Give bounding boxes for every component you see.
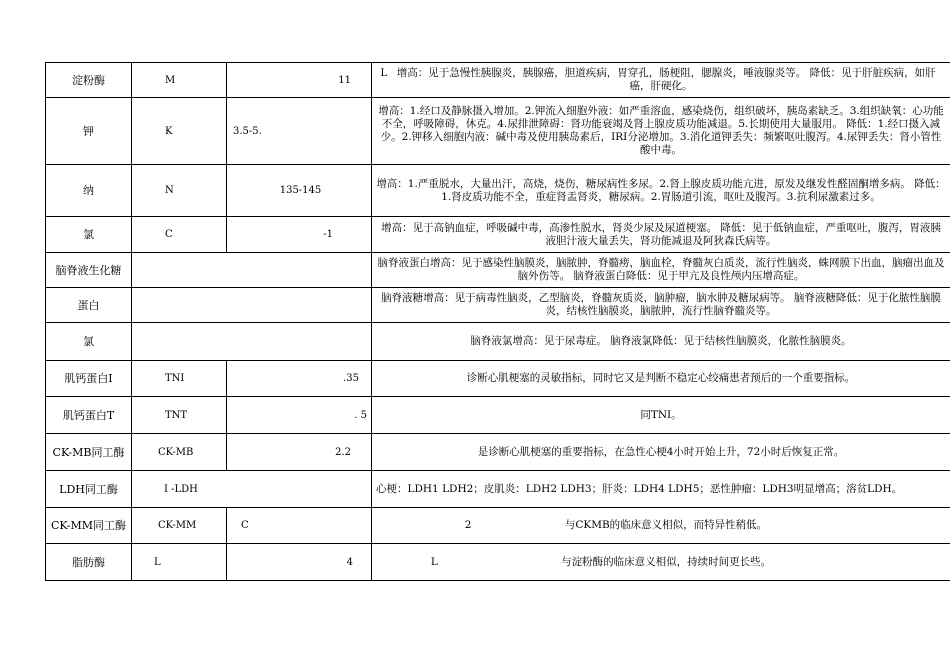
lab-reference-table bbox=[45, 62, 950, 584]
test-abbreviation bbox=[132, 253, 227, 288]
table-row bbox=[46, 63, 950, 98]
test-abbreviation: L bbox=[132, 544, 227, 581]
test-abbreviation: TNT bbox=[132, 397, 227, 434]
test-name: LDH同工酶 bbox=[46, 471, 132, 508]
reference-range bbox=[227, 323, 372, 361]
test-name: CK-MM同工酶 bbox=[46, 508, 132, 544]
table-row bbox=[46, 397, 950, 434]
test-name: 肌钙蛋白I bbox=[46, 361, 132, 397]
reference-range bbox=[227, 288, 372, 323]
clinical-significance: 增高：见于高钠血症，呼吸碱中毒，高渗性脱水，肾炎少尿及尿道梗塞。 降低：见于低钠血症，严重呕吐，腹泻，胃液胰液胆汁液大量丢失，肾功能减退及阿狄森氏病等。 bbox=[372, 217, 950, 253]
table-row bbox=[46, 508, 950, 544]
reference-range: 2.2 bbox=[227, 434, 372, 471]
clinical-significance: 是诊断心肌梗塞的重要指标，在急性心梗4小时开始上升，72小时后恢复正常。 bbox=[372, 434, 950, 471]
reference-range: . 5 bbox=[227, 397, 372, 434]
test-abbreviation: C bbox=[132, 217, 227, 253]
test-name: 肌钙蛋白T bbox=[46, 397, 132, 434]
clinical-significance: 心梗：LDH1 LDH2；皮肌炎：LDH2 LDH3；肝炎：LDH4 LDH5；恶性肿瘤：LDH3明显增高；溶贫LDH。 bbox=[372, 471, 950, 508]
table-row bbox=[46, 323, 950, 361]
test-name: 蛋白 bbox=[46, 288, 132, 323]
reference-range: 3.5-5. bbox=[227, 98, 372, 165]
test-abbreviation: CK-MM bbox=[132, 508, 227, 544]
prefix-mark: 2 bbox=[464, 519, 472, 531]
clinical-significance: 脑脊液糖增高：见于病毒性脑炎，乙型脑炎，脊髓灰质炎，脑肿瘤，脑水肿及糖尿病等。 脑脊液糖降低：见于化脓性脑膜炎，结核性脑膜炎，脑脓肿，流行性脑脊髓炎等。 bbox=[372, 288, 950, 323]
prefix-mark: L bbox=[430, 555, 438, 568]
reference-range: 4 bbox=[227, 544, 372, 581]
reference-range: 135-145 bbox=[227, 165, 372, 217]
test-name: 氯 bbox=[46, 217, 132, 253]
clinical-significance: 脑脊液蛋白增高：见于感染性脑膜炎，脑脓肿，脊髓痨，脑血栓，脊髓灰白质炎，流行性脑炎，蛛网膜下出血，脑瘤出血及脑外伤等。 脑脊液蛋白降低：见于甲亢及良性颅内压增高症。 bbox=[372, 253, 950, 288]
table-row bbox=[46, 288, 950, 323]
test-name: 氯 bbox=[46, 323, 132, 361]
test-abbreviation: K bbox=[132, 98, 227, 165]
reference-range: -1 bbox=[227, 217, 372, 253]
test-abbreviation: N bbox=[132, 165, 227, 217]
test-name: 钾 bbox=[46, 98, 132, 165]
prefix-mark: L bbox=[380, 67, 388, 79]
description-text: 与淀粉酶的临床意义相似，持续时间更长些。 bbox=[561, 555, 772, 568]
test-abbreviation bbox=[132, 288, 227, 323]
reference-range: .35 bbox=[227, 361, 372, 397]
table-row bbox=[46, 98, 950, 165]
clinical-significance: 诊断心肌梗塞的灵敏指标，同时它又是判断不稳定心绞痛患者预后的一个重要指标。 bbox=[372, 361, 950, 397]
description-text: 增高：见于急慢性胰腺炎，胰腺癌，胆道疾病，胃穿孔，肠梗阻，腮腺炎，唾液腺炎等。 降低：见于肝脏疾病，如肝癌，肝硬化。 bbox=[396, 67, 936, 92]
table-row bbox=[46, 471, 950, 508]
test-name: 脑脊液生化糖 bbox=[46, 253, 132, 288]
clinical-significance: 增高：1.经口及静脉摄入增加。2.钾流入细胞外液：如严重溶血，感染烧伤，组织破坏，胰岛素缺乏。3.组织缺氧：心功能不全，呼吸障碍，休克。4.尿排泄障碍：肾功能衰竭及肾上腺皮质功能减退。5.长期使用大量服用。 降低：1.经口摄入减少。2.钾移入细胞内液：碱中毒及使用胰岛素后，IRI分泌增加。3.消化道钾丢失：频繁呕吐腹泻。4.尿钾丢失：肾小管性酸中毒。 bbox=[372, 98, 950, 165]
table-row bbox=[46, 165, 950, 217]
test-name: 纳 bbox=[46, 165, 132, 217]
clinical-significance: 同TNI。 bbox=[372, 397, 950, 434]
reference-range: C bbox=[227, 508, 372, 544]
test-abbreviation: CK-MB bbox=[132, 434, 227, 471]
clinical-significance: 脑脊液氯增高：见于尿毒症。 脑脊液氯降低：见于结核性脑膜炎，化脓性脑膜炎。 bbox=[372, 323, 950, 361]
reference-range: 11 bbox=[227, 63, 372, 98]
test-abbreviation bbox=[132, 323, 227, 361]
clinical-significance: 增高：1.严重脱水，大量出汗，高烧，烧伤，糖尿病性多尿。2.肾上腺皮质功能亢进，原发及继发性醛固酮增多病。 降低：1.肾皮质功能不全，重症肾盂肾炎，糖尿病。2.胃肠道引流，呕吐及腹泻。3.抗利尿激素过多。 bbox=[372, 165, 950, 217]
clinical-significance bbox=[372, 508, 950, 544]
reference-range bbox=[227, 471, 372, 508]
table-row bbox=[46, 544, 950, 581]
table-row bbox=[46, 217, 950, 253]
description-text: 与CKMB的临床意义相似，而特异性稍低。 bbox=[564, 519, 768, 531]
test-abbreviation: M bbox=[132, 63, 227, 98]
test-name: 淀粉酶 bbox=[46, 63, 132, 98]
reference-range bbox=[227, 253, 372, 288]
table-row bbox=[46, 361, 950, 397]
test-name: CK-MB同工酶 bbox=[46, 434, 132, 471]
test-abbreviation: I -LDH bbox=[132, 471, 227, 508]
clinical-significance bbox=[372, 63, 950, 98]
test-name: 脂肪酶 bbox=[46, 544, 132, 581]
test-abbreviation: TNI bbox=[132, 361, 227, 397]
table-row bbox=[46, 253, 950, 288]
table-row bbox=[46, 434, 950, 471]
clinical-significance bbox=[372, 544, 950, 581]
